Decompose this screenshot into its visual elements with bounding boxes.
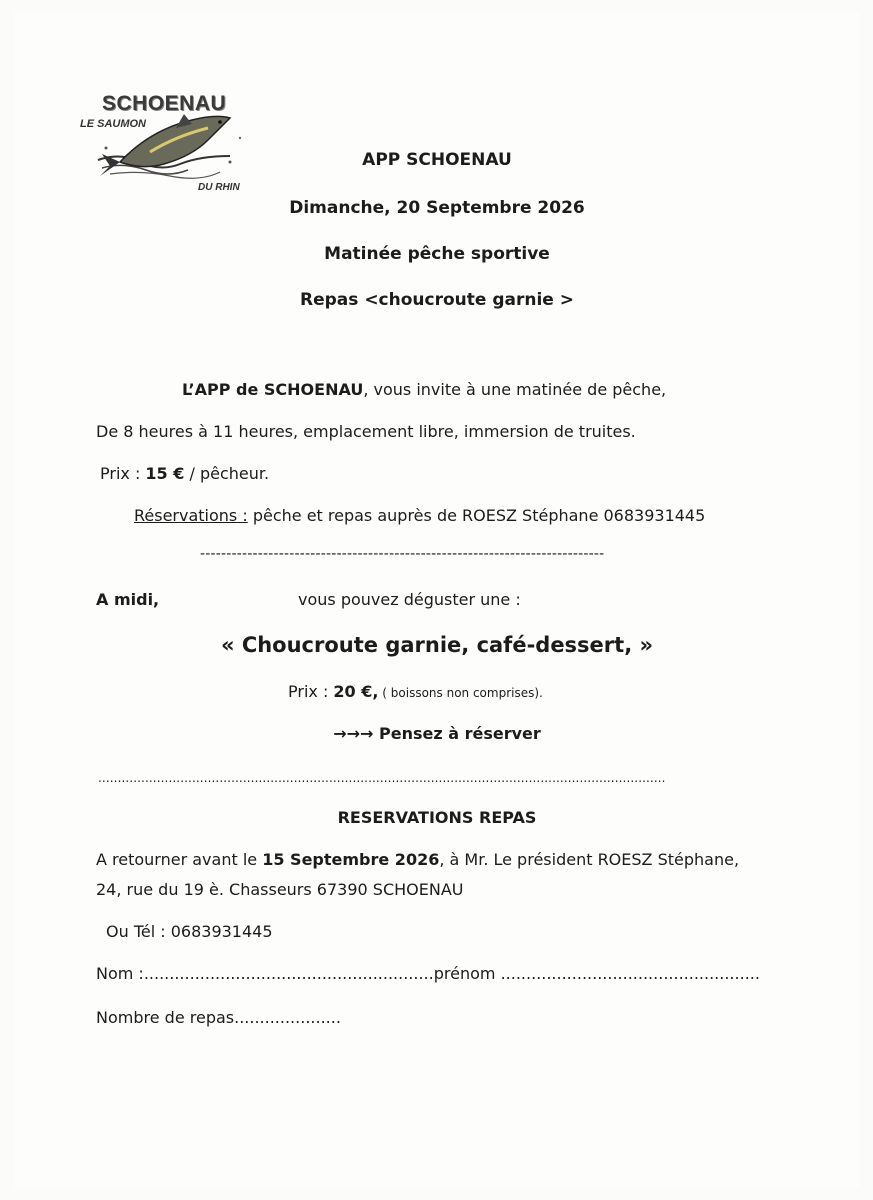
return-prefix: A retourner avant le [96, 850, 263, 869]
reserve-reminder: →→→ Pensez à réserver [333, 724, 541, 743]
invite-org: L’APP de SCHOENAU [182, 380, 364, 399]
meal-title: Repas <choucroute garnie > [300, 290, 574, 310]
meal-price-note: ( boissons non comprises). [378, 686, 543, 700]
midday-text: vous pouvez déguster une : [298, 590, 521, 609]
invite-line [182, 380, 666, 400]
reservation-form-title: RESERVATIONS REPAS [337, 808, 537, 827]
event-date: Dimanche, 20 Septembre 2026 [289, 198, 585, 218]
meal-price-value: 20 €, [333, 682, 379, 701]
return-suffix: , à Mr. Le président ROESZ Stéphane, [439, 850, 740, 869]
phone-line: Ou Tél : 0683931445 [106, 922, 273, 941]
logo-subtitle-left: LE SAUMON [80, 118, 146, 130]
name-label: Nom : [96, 964, 144, 983]
meals-count-line [96, 1008, 341, 1028]
org-title: APP SCHOENAU [362, 150, 512, 170]
menu-title: « Choucroute garnie, café-dessert, » [220, 633, 654, 657]
fishing-price-label: Prix : [100, 464, 146, 483]
reservations-label: Réservations : [134, 506, 248, 525]
dotted-separator: ................................................................................................................................................. [98, 771, 666, 785]
logo-main-text: SCHOENAU [102, 92, 227, 115]
reservations-line [134, 506, 705, 526]
name-field-line [96, 964, 760, 984]
fishing-price-line [100, 464, 269, 484]
logo-subtitle-bottom: DU RHIN [198, 182, 240, 193]
meal-price-line [288, 682, 543, 703]
fishing-price-unit: / pêcheur. [184, 464, 270, 483]
meals-count-field[interactable]: ..................... [234, 1008, 341, 1027]
address-line: 24, rue du 19 è. Chasseurs 67390 SCHOENAU [96, 880, 464, 899]
return-date: 15 Septembre 2026 [262, 850, 440, 869]
midday-label: A midi, [96, 590, 160, 609]
meals-count-label: Nombre de repas [96, 1008, 235, 1027]
club-logo [80, 82, 260, 198]
reservations-text: pêche et repas auprès de ROESZ Stéphane 0683931445 [247, 506, 706, 525]
document-page [14, 12, 860, 1188]
invite-text: , vous invite à une matinée de pêche, [363, 380, 667, 399]
return-line [96, 850, 739, 870]
event-title: Matinée pêche sportive [324, 244, 550, 264]
firstname-label: prénom [433, 964, 501, 983]
name-field[interactable]: ......................................................... [143, 964, 434, 983]
dashed-separator: ----------------------------------------------------------------------------- [200, 546, 605, 562]
firstname-field[interactable]: ................................................... [500, 964, 760, 983]
meal-price-label: Prix : [288, 682, 334, 701]
fishing-price-value: 15 € [145, 464, 185, 483]
hours-line: De 8 heures à 11 heures, emplacement libre, immersion de truites. [96, 422, 636, 441]
